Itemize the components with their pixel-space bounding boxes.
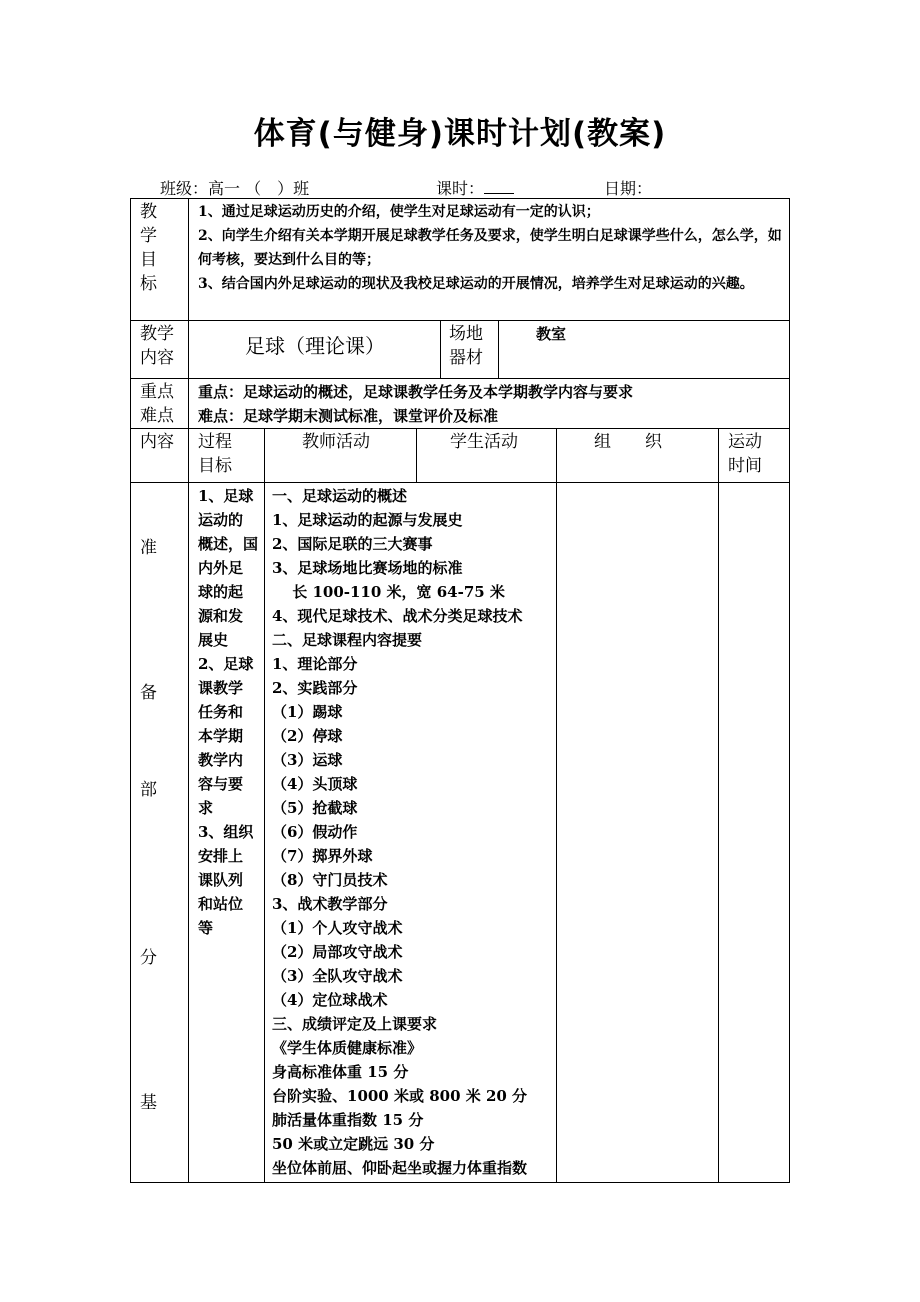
section-char: 准 [140, 538, 157, 558]
teacher-line: 坐位体前屈、仰卧起坐或握力体重指数 [272, 1159, 528, 1177]
objectives-label-char: 目 [140, 250, 157, 270]
teacher-line: （6）假动作 [272, 823, 358, 841]
teacher-line: 1、足球运动的起源与发展史 [272, 511, 463, 529]
teacher-line: 2、国际足联的三大赛事 [272, 535, 433, 553]
objective-item: 2、向学生介绍有关本学期开展足球教学任务及要求，使学生明白足球课学些什么，怎么学，如何考核，要达到什么目的等； [198, 228, 782, 268]
period-blank [484, 179, 514, 194]
header-process-line: 过程 [198, 432, 232, 452]
content-title: 足球（理论课） [245, 334, 385, 358]
objective-item: 3、结合国内外足球运动的现状及我校足球运动的开展情况，培养学生对足球运动的兴趣。 [198, 276, 754, 292]
process-line: 2、足球 [198, 655, 254, 673]
teacher-line: 三、成绩评定及上课要求 [272, 1015, 438, 1033]
content-label [140, 322, 174, 370]
page-title: 体育(与健身)课时计划(教案) [253, 116, 667, 152]
difficulty-text: 难点：足球学期末测试标准，课堂评价及标准 [198, 407, 499, 425]
process-line: 本学期 [198, 727, 244, 745]
teacher-activities [272, 484, 562, 1180]
process-line: 课队列 [198, 871, 244, 889]
teacher-line: （4）定位球战术 [272, 991, 388, 1009]
content-label-line: 教学 [140, 324, 174, 344]
objectives-list [198, 200, 788, 296]
header-time [728, 430, 762, 478]
header-process-line: 目标 [198, 456, 232, 476]
section-char: 基 [140, 1093, 157, 1113]
objectives-label-char: 教 [140, 202, 157, 222]
process-line: 源和发 [198, 607, 244, 625]
process-line: 课教学 [198, 679, 244, 697]
header-organize: 组 织 [594, 432, 662, 452]
teacher-line: （2）局部攻守战术 [272, 943, 403, 961]
teacher-line: 1、理论部分 [272, 655, 358, 673]
keypoints-label-line: 重点 [140, 382, 174, 402]
teacher-line: 《学生体质健康标准》 [272, 1039, 423, 1057]
objectives-label-char: 学 [140, 226, 157, 246]
venue-label-line: 器材 [449, 348, 483, 368]
header-student: 学生活动 [450, 432, 518, 452]
venue-value: 教室 [536, 325, 567, 343]
process-goals [198, 484, 260, 940]
teacher-line: （3）运球 [272, 751, 343, 769]
process-line: 运动的 [198, 511, 244, 529]
keypoints-label [140, 380, 174, 428]
process-line: 教学内 [198, 751, 244, 769]
teacher-line: 长 100-110 米，宽 64-75 米 [272, 583, 505, 601]
venue-label [449, 322, 483, 370]
venue-label-line: 场地 [449, 324, 483, 344]
teacher-line: 3、足球场地比赛场地的标准 [272, 559, 463, 577]
header-time-line: 运动 [728, 432, 762, 452]
header-content: 内容 [140, 432, 174, 452]
header-teacher: 教师活动 [302, 432, 370, 452]
process-line: 内外足 [198, 559, 244, 577]
objectives-label [140, 200, 157, 296]
date-label: 日期： [604, 179, 653, 198]
teacher-line: （4）头顶球 [272, 775, 358, 793]
teacher-line: 身高标准体重 15 分 [272, 1063, 409, 1081]
process-line: 任务和 [198, 703, 244, 721]
process-line: 安排上 [198, 847, 244, 865]
section-char: 分 [140, 948, 157, 968]
header-process [198, 430, 232, 478]
process-line: 容与要 [198, 775, 244, 793]
process-line: 和站位 [198, 895, 244, 913]
content-label-line: 内容 [140, 348, 174, 368]
teacher-line: 4、现代足球技术、战术分类足球技术 [272, 607, 523, 625]
section-char: 部 [140, 780, 157, 800]
process-line: 展史 [198, 631, 229, 649]
teacher-line: （3）全队攻守战术 [272, 967, 403, 985]
period-label-text: 课时： [436, 179, 485, 198]
teacher-line: 一、足球运动的概述 [272, 487, 408, 505]
teacher-line: 50 米或立定跳远 30 分 [272, 1135, 435, 1153]
header-time-line: 时间 [728, 456, 762, 476]
objective-item: 1、通过足球运动历史的介绍，使学生对足球运动有一定的认识； [198, 204, 600, 220]
section-char: 备 [140, 683, 157, 703]
teacher-line: （1）踢球 [272, 703, 343, 721]
teacher-line: （7）掷界外球 [272, 847, 373, 865]
process-line: 1、足球 [198, 487, 254, 505]
process-line: 求 [198, 799, 214, 817]
teacher-line: 2、实践部分 [272, 679, 358, 697]
teacher-line: 二、足球课程内容提要 [272, 631, 423, 649]
objectives-label-char: 标 [140, 274, 157, 294]
teacher-line: 3、战术教学部分 [272, 895, 388, 913]
teacher-line: （5）抢截球 [272, 799, 358, 817]
process-line: 概述，国 [198, 535, 259, 553]
process-line: 球的起 [198, 583, 244, 601]
teacher-line: （1）个人攻守战术 [272, 919, 403, 937]
teacher-line: （8）守门员技术 [272, 871, 388, 889]
process-line: 3、组织 [198, 823, 254, 841]
teacher-line: 肺活量体重指数 15 分 [272, 1111, 424, 1129]
keypoints-label-line: 难点 [140, 406, 174, 426]
process-line: 等 [198, 919, 214, 937]
teacher-line: 台阶实验、1000 米或 800 米 20 分 [272, 1087, 528, 1105]
class-label: 班级：高一 （ ）班 [160, 179, 310, 198]
period-label [436, 176, 514, 199]
focus-text: 重点：足球运动的概述，足球课教学任务及本学期教学内容与要求 [198, 383, 634, 401]
teacher-line: （2）停球 [272, 727, 343, 745]
